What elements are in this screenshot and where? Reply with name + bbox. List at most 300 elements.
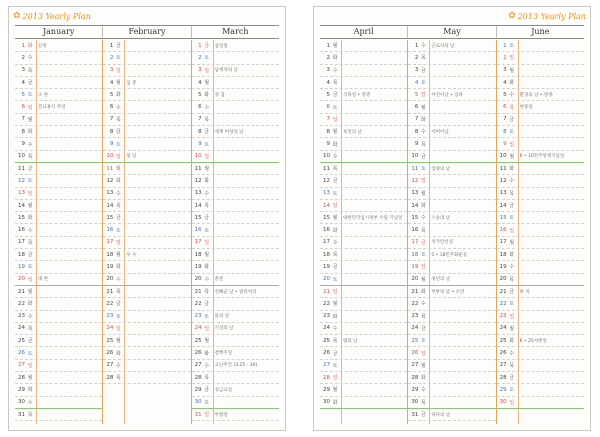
day-number: 21 bbox=[18, 288, 25, 295]
day-row[interactable] bbox=[192, 126, 279, 138]
day-row[interactable] bbox=[408, 175, 495, 187]
day-row[interactable] bbox=[320, 200, 407, 212]
day-row[interactable] bbox=[408, 311, 495, 323]
day-note: 고난주간 (3.25 - 30) bbox=[214, 363, 258, 369]
weekday-label: 일 bbox=[332, 289, 338, 296]
day-row[interactable] bbox=[15, 212, 102, 224]
weekday-label: 수 bbox=[332, 325, 338, 332]
day-row[interactable] bbox=[408, 101, 495, 113]
weekday-label: 일 bbox=[204, 153, 210, 160]
weekday-label: 화 bbox=[115, 264, 121, 271]
day-row[interactable] bbox=[15, 372, 102, 384]
day-row[interactable] bbox=[408, 274, 495, 286]
day-row[interactable] bbox=[103, 101, 190, 113]
day-row[interactable] bbox=[408, 77, 495, 89]
day-row[interactable] bbox=[192, 286, 279, 298]
weekday-label: 수 bbox=[332, 153, 338, 160]
month-column bbox=[320, 40, 407, 424]
day-number: 3 bbox=[503, 67, 507, 74]
weekday-label: 화 bbox=[27, 215, 33, 222]
day-row[interactable] bbox=[103, 274, 190, 286]
day-note: 어버이날 bbox=[431, 129, 449, 135]
day-row[interactable] bbox=[497, 335, 584, 347]
day-row[interactable] bbox=[103, 311, 190, 323]
weekday-label: 월 bbox=[27, 116, 33, 123]
day-row[interactable] bbox=[320, 224, 407, 236]
day-number: 30 bbox=[194, 399, 202, 406]
day-row[interactable] bbox=[497, 384, 584, 396]
day-number: 11 bbox=[194, 165, 202, 172]
day-row[interactable] bbox=[408, 286, 495, 298]
day-row[interactable] bbox=[408, 224, 495, 236]
day-row[interactable] bbox=[497, 188, 584, 200]
day-row[interactable] bbox=[192, 249, 279, 261]
day-number: 16 bbox=[194, 227, 202, 234]
day-row[interactable] bbox=[497, 311, 584, 323]
day-row[interactable] bbox=[192, 409, 279, 421]
day-number: 25 bbox=[499, 337, 507, 344]
day-row[interactable] bbox=[408, 126, 495, 138]
day-row[interactable] bbox=[192, 323, 279, 335]
day-note: 결핵주일 bbox=[214, 351, 233, 357]
day-number: 25 bbox=[194, 337, 202, 344]
day-row[interactable] bbox=[408, 335, 495, 347]
day-row[interactable] bbox=[192, 151, 279, 163]
day-row[interactable] bbox=[408, 384, 495, 396]
day-row[interactable] bbox=[320, 101, 407, 113]
day-row[interactable] bbox=[408, 323, 495, 335]
day-note: 보건의 날 bbox=[343, 129, 362, 135]
day-note: 춘분 bbox=[214, 277, 224, 283]
day-row[interactable] bbox=[497, 274, 584, 286]
day-number: 10 bbox=[18, 153, 25, 160]
day-number: 31 bbox=[194, 411, 202, 418]
day-row[interactable] bbox=[103, 237, 190, 249]
weekday-label: 화 bbox=[420, 375, 426, 382]
day-row[interactable] bbox=[408, 249, 495, 261]
day-row[interactable] bbox=[192, 89, 279, 101]
day-row[interactable] bbox=[192, 372, 279, 384]
weekday-label: 토 bbox=[115, 313, 121, 320]
weekday-label: 목 bbox=[115, 289, 121, 296]
day-number: 30 bbox=[499, 399, 507, 406]
day-number: 4 bbox=[503, 79, 507, 86]
weekday-label: 토 bbox=[204, 313, 210, 320]
weekday-label: 월 bbox=[509, 239, 515, 246]
month-header: February bbox=[102, 26, 190, 38]
day-row[interactable] bbox=[408, 237, 495, 249]
day-row[interactable] bbox=[320, 52, 407, 64]
day-number: 7 bbox=[414, 116, 419, 123]
day-note: 어린이날 • 입하 bbox=[431, 92, 463, 98]
weekday-label: 일 bbox=[509, 141, 515, 148]
day-row[interactable] bbox=[103, 212, 190, 224]
month-header-row bbox=[15, 25, 279, 39]
day-row[interactable] bbox=[320, 274, 407, 286]
day-row[interactable] bbox=[192, 384, 279, 396]
day-row[interactable] bbox=[15, 101, 102, 113]
day-row[interactable] bbox=[192, 77, 279, 89]
day-row[interactable] bbox=[15, 237, 102, 249]
day-row[interactable] bbox=[103, 298, 190, 310]
day-row[interactable] bbox=[320, 175, 407, 187]
weekday-label: 목 bbox=[204, 289, 210, 296]
day-row[interactable] bbox=[192, 360, 279, 372]
day-row[interactable] bbox=[15, 126, 102, 138]
day-row[interactable] bbox=[497, 77, 584, 89]
day-row[interactable] bbox=[192, 274, 279, 286]
day-row[interactable] bbox=[320, 65, 407, 77]
day-row[interactable] bbox=[103, 138, 190, 150]
day-row[interactable] bbox=[15, 151, 102, 163]
day-number: 4 bbox=[21, 79, 25, 86]
day-row[interactable] bbox=[192, 224, 279, 236]
day-row[interactable] bbox=[15, 224, 102, 236]
day-row[interactable] bbox=[408, 372, 495, 384]
weekday-label: 금 bbox=[332, 178, 338, 185]
day-row[interactable] bbox=[497, 212, 584, 224]
day-note: 설 날 bbox=[126, 154, 137, 160]
day-row[interactable] bbox=[497, 89, 584, 101]
day-row[interactable] bbox=[320, 335, 407, 347]
day-row[interactable] bbox=[15, 360, 102, 372]
day-row[interactable] bbox=[497, 397, 584, 409]
day-row[interactable] bbox=[320, 311, 407, 323]
day-row[interactable] bbox=[15, 163, 102, 175]
day-row[interactable] bbox=[320, 298, 407, 310]
day-row[interactable] bbox=[408, 151, 495, 163]
day-row[interactable] bbox=[497, 347, 584, 359]
day-row[interactable] bbox=[192, 175, 279, 187]
weekday-label: 화 bbox=[420, 289, 426, 296]
day-row[interactable] bbox=[103, 200, 190, 212]
day-number: 16 bbox=[499, 227, 507, 234]
day-row[interactable] bbox=[408, 114, 495, 126]
day-row[interactable] bbox=[497, 237, 584, 249]
day-row[interactable] bbox=[103, 347, 190, 359]
day-row[interactable] bbox=[320, 372, 407, 384]
day-number: 6 bbox=[326, 104, 330, 111]
weekday-label: 월 bbox=[332, 129, 338, 136]
day-row[interactable] bbox=[320, 151, 407, 163]
day-row[interactable] bbox=[408, 163, 495, 175]
day-row[interactable] bbox=[192, 114, 279, 126]
day-row[interactable] bbox=[103, 360, 190, 372]
day-row[interactable] bbox=[192, 65, 279, 77]
weekday-label: 수 bbox=[420, 387, 426, 394]
day-row[interactable] bbox=[192, 138, 279, 150]
day-row[interactable] bbox=[408, 52, 495, 64]
weekday-label: 목 bbox=[509, 276, 515, 283]
day-row[interactable] bbox=[497, 126, 584, 138]
day-row[interactable] bbox=[497, 372, 584, 384]
day-number: 19 bbox=[194, 263, 202, 270]
day-row[interactable] bbox=[497, 224, 584, 236]
weekday-label: 목 bbox=[27, 67, 33, 74]
day-number: 14 bbox=[499, 202, 507, 209]
day-row[interactable] bbox=[320, 347, 407, 359]
day-row[interactable] bbox=[15, 52, 102, 64]
day-row[interactable] bbox=[103, 89, 190, 101]
weekday-label: 월 bbox=[115, 166, 121, 173]
day-number: 1 bbox=[198, 42, 202, 49]
day-row[interactable] bbox=[15, 384, 102, 396]
day-row[interactable] bbox=[497, 360, 584, 372]
weekday-label: 월 bbox=[115, 80, 121, 87]
day-row[interactable] bbox=[103, 175, 190, 187]
day-row[interactable] bbox=[15, 323, 102, 335]
day-row[interactable] bbox=[497, 151, 584, 163]
day-row[interactable] bbox=[320, 40, 407, 52]
day-row[interactable] bbox=[408, 298, 495, 310]
day-row[interactable] bbox=[497, 323, 584, 335]
day-row[interactable] bbox=[103, 114, 190, 126]
day-number: 30 bbox=[411, 399, 419, 406]
day-row[interactable] bbox=[103, 151, 190, 163]
day-row[interactable] bbox=[103, 163, 190, 175]
day-row[interactable] bbox=[497, 65, 584, 77]
day-row[interactable] bbox=[103, 52, 190, 64]
weekday-label: 금 bbox=[204, 129, 210, 136]
day-row[interactable] bbox=[320, 261, 407, 273]
day-row[interactable] bbox=[497, 298, 584, 310]
day-number: 4 bbox=[109, 79, 114, 86]
day-row[interactable] bbox=[408, 40, 495, 52]
day-number: 28 bbox=[499, 374, 507, 381]
day-row[interactable] bbox=[497, 40, 584, 52]
weekday-label: 토 bbox=[420, 166, 426, 173]
day-row[interactable] bbox=[320, 188, 407, 200]
day-row[interactable] bbox=[408, 188, 495, 200]
day-number: 3 bbox=[326, 67, 330, 74]
weekday-label: 일 bbox=[27, 276, 33, 283]
day-row[interactable] bbox=[192, 101, 279, 113]
day-number: 23 bbox=[323, 313, 330, 320]
day-row[interactable] bbox=[103, 372, 190, 384]
day-row[interactable] bbox=[15, 397, 102, 409]
day-note: 석가탄신일 bbox=[431, 240, 454, 246]
day-number: 3 bbox=[109, 67, 114, 74]
day-row[interactable] bbox=[408, 138, 495, 150]
day-row[interactable] bbox=[15, 274, 102, 286]
day-row[interactable] bbox=[320, 384, 407, 396]
weekday-label: 목 bbox=[204, 116, 210, 123]
day-row[interactable] bbox=[320, 286, 407, 298]
weekday-label: 금 bbox=[27, 252, 33, 259]
day-row[interactable] bbox=[320, 163, 407, 175]
day-row[interactable] bbox=[408, 261, 495, 273]
day-row[interactable] bbox=[192, 261, 279, 273]
day-row[interactable] bbox=[192, 335, 279, 347]
day-row[interactable] bbox=[497, 249, 584, 261]
day-row[interactable] bbox=[103, 126, 190, 138]
day-row[interactable] bbox=[103, 65, 190, 77]
weekday-label: 수 bbox=[115, 190, 121, 197]
day-row[interactable] bbox=[320, 212, 407, 224]
weekday-label: 월 bbox=[332, 215, 338, 222]
day-row[interactable] bbox=[15, 249, 102, 261]
day-number: 6 bbox=[21, 104, 25, 111]
day-number: 28 bbox=[106, 374, 114, 381]
day-number: 9 bbox=[503, 141, 507, 148]
day-number: 7 bbox=[21, 116, 25, 123]
day-number: 11 bbox=[323, 165, 330, 172]
day-row[interactable] bbox=[320, 397, 407, 409]
day-row[interactable] bbox=[103, 77, 190, 89]
day-note: 식목일 • 청명 bbox=[343, 92, 371, 98]
day-row[interactable] bbox=[15, 40, 102, 52]
day-row[interactable] bbox=[320, 77, 407, 89]
day-row[interactable] bbox=[320, 89, 407, 101]
day-row[interactable] bbox=[192, 200, 279, 212]
weekday-label: 화 bbox=[27, 129, 33, 136]
day-row[interactable] bbox=[497, 101, 584, 113]
weekday-label: 금 bbox=[204, 215, 210, 222]
day-number: 27 bbox=[411, 362, 419, 369]
day-row[interactable] bbox=[408, 397, 495, 409]
day-row[interactable] bbox=[408, 65, 495, 77]
day-row[interactable] bbox=[497, 175, 584, 187]
weekday-label: 화 bbox=[420, 116, 426, 123]
day-row[interactable] bbox=[320, 237, 407, 249]
day-row[interactable] bbox=[15, 409, 102, 421]
weekday-label: 화 bbox=[332, 141, 338, 148]
day-row[interactable] bbox=[103, 261, 190, 273]
flower-icon: ✿ bbox=[508, 11, 516, 21]
day-number: 17 bbox=[499, 239, 507, 246]
day-row[interactable] bbox=[103, 286, 190, 298]
day-number: 6 bbox=[198, 104, 202, 111]
weekday-label: 목 bbox=[420, 399, 426, 406]
day-note: 세계 여성의 날 bbox=[214, 129, 244, 135]
day-row[interactable] bbox=[408, 89, 495, 101]
day-row[interactable] bbox=[320, 114, 407, 126]
weekday-label: 목 bbox=[509, 190, 515, 197]
day-number: 5 bbox=[414, 91, 419, 98]
day-note: 근로자의 날 bbox=[431, 43, 455, 49]
day-row[interactable] bbox=[103, 249, 190, 261]
day-row[interactable] bbox=[192, 298, 279, 310]
day-row[interactable] bbox=[497, 286, 584, 298]
day-row[interactable] bbox=[103, 323, 190, 335]
weekday-label: 일 bbox=[332, 116, 338, 123]
day-row[interactable] bbox=[15, 261, 102, 273]
day-row[interactable] bbox=[320, 138, 407, 150]
day-row[interactable] bbox=[192, 212, 279, 224]
day-number: 2 bbox=[198, 54, 202, 61]
day-row[interactable] bbox=[103, 188, 190, 200]
day-row[interactable] bbox=[15, 138, 102, 150]
weekday-label: 금 bbox=[115, 215, 121, 222]
day-number: 12 bbox=[411, 177, 419, 184]
day-row[interactable] bbox=[192, 397, 279, 409]
day-row[interactable] bbox=[192, 188, 279, 200]
day-row[interactable] bbox=[15, 335, 102, 347]
day-number: 11 bbox=[411, 165, 419, 172]
weekday-label: 목 bbox=[27, 325, 33, 332]
day-row[interactable] bbox=[15, 298, 102, 310]
day-number: 26 bbox=[18, 350, 25, 357]
day-row[interactable] bbox=[192, 52, 279, 64]
day-number: 16 bbox=[323, 227, 330, 234]
day-row[interactable] bbox=[192, 311, 279, 323]
day-row[interactable] bbox=[497, 261, 584, 273]
day-row[interactable] bbox=[408, 200, 495, 212]
day-number: 8 bbox=[109, 128, 114, 135]
weekday-label: 월 bbox=[420, 104, 426, 111]
weekday-label: 목 bbox=[332, 252, 338, 259]
day-number: 11 bbox=[499, 165, 507, 172]
day-row[interactable] bbox=[103, 335, 190, 347]
day-row[interactable] bbox=[320, 360, 407, 372]
day-row[interactable] bbox=[15, 77, 102, 89]
day-row[interactable] bbox=[15, 311, 102, 323]
day-row[interactable] bbox=[192, 347, 279, 359]
day-row[interactable] bbox=[15, 200, 102, 212]
weekday-label: 토 bbox=[27, 264, 33, 271]
day-number: 24 bbox=[499, 325, 507, 332]
weekday-label: 월 bbox=[115, 338, 121, 345]
day-row[interactable] bbox=[497, 114, 584, 126]
day-row[interactable] bbox=[192, 237, 279, 249]
day-number: 26 bbox=[194, 350, 202, 357]
day-row[interactable] bbox=[15, 175, 102, 187]
day-row[interactable] bbox=[408, 360, 495, 372]
months-grid bbox=[320, 40, 584, 424]
day-row[interactable] bbox=[320, 323, 407, 335]
day-row[interactable] bbox=[103, 224, 190, 236]
day-number: 20 bbox=[499, 276, 507, 283]
day-note: 입양의 날 bbox=[431, 166, 451, 172]
day-row[interactable] bbox=[15, 89, 102, 101]
day-row[interactable] bbox=[408, 409, 495, 421]
day-number: 19 bbox=[499, 263, 507, 270]
day-row[interactable] bbox=[408, 347, 495, 359]
day-row[interactable] bbox=[103, 40, 190, 52]
weekday-label: 금 bbox=[509, 289, 515, 296]
day-number: 13 bbox=[194, 190, 202, 197]
months-grid bbox=[15, 40, 279, 424]
day-row[interactable] bbox=[320, 126, 407, 138]
weekday-label: 화 bbox=[27, 301, 33, 308]
day-note: 신정 bbox=[38, 43, 47, 49]
day-note: 삼일절 bbox=[214, 43, 228, 49]
weekday-label: 월 bbox=[332, 301, 338, 308]
weekday-label: 목 bbox=[27, 153, 33, 160]
day-row[interactable] bbox=[497, 163, 584, 175]
day-note: 부부의 날 • 소만 bbox=[431, 289, 465, 295]
day-row[interactable] bbox=[408, 212, 495, 224]
day-row[interactable] bbox=[15, 188, 102, 200]
day-row[interactable] bbox=[497, 200, 584, 212]
day-number: 25 bbox=[18, 337, 25, 344]
day-row[interactable] bbox=[15, 347, 102, 359]
weekday-label: 수 bbox=[420, 129, 426, 136]
day-note: 하 지 bbox=[519, 289, 530, 295]
day-row[interactable] bbox=[497, 138, 584, 150]
day-row[interactable] bbox=[192, 40, 279, 52]
day-row[interactable] bbox=[15, 65, 102, 77]
day-number: 31 bbox=[18, 411, 25, 418]
day-number: 29 bbox=[194, 386, 202, 393]
day-row[interactable] bbox=[15, 286, 102, 298]
day-row[interactable] bbox=[320, 249, 407, 261]
day-row[interactable] bbox=[192, 163, 279, 175]
day-row[interactable] bbox=[15, 114, 102, 126]
day-number: 29 bbox=[323, 386, 330, 393]
day-row[interactable] bbox=[497, 52, 584, 64]
day-number: 21 bbox=[411, 288, 419, 295]
